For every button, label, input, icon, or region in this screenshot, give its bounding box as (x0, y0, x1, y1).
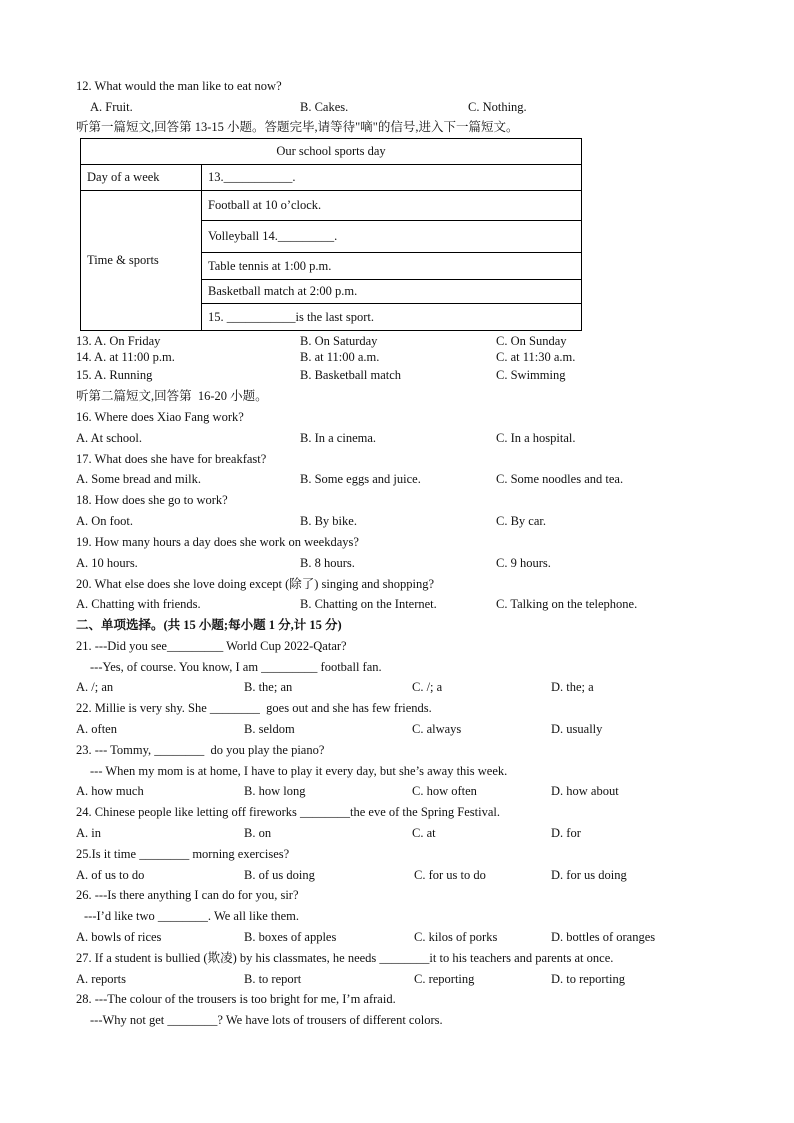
q18-option-b: B. By bike. (300, 514, 357, 528)
sport-item-football: Football at 10 o’clock. (202, 191, 582, 221)
q28-stem: 28. ---The colour of the trousers is too bright for me, I’m afraid. (76, 992, 396, 1006)
q23-stem: 23. --- Tommy, ________ do you play the piano? (76, 743, 325, 757)
q20-option-c: C. Talking on the telephone. (496, 597, 638, 611)
q27-option-a: A. reports (76, 972, 126, 986)
q19-stem: 19. How many hours a day does she work on weekdays? (76, 535, 359, 549)
sport-item-basketball: Basketball match at 2:00 p.m. (202, 280, 582, 304)
q14-option-b: B. at 11:00 a.m. (300, 350, 380, 364)
q26-option-a: A. bowls of rices (76, 930, 162, 944)
sports-day-table (80, 138, 582, 331)
q16-option-b: B. In a cinema. (300, 431, 377, 445)
q12-option-b: B. Cakes. (300, 100, 349, 114)
q22-option-c: C. always (412, 722, 462, 736)
q24-option-b: B. on (244, 826, 272, 840)
table-title: Our school sports day (81, 139, 582, 165)
q18-option-c: C. By car. (496, 514, 546, 528)
q23-stem-reply: --- When my mom is at home, I have to play it every day, but she’s away this week. (90, 764, 508, 778)
section2-heading: 二、单项选择。(共 15 小题;每小题 1 分,计 15 分) (76, 618, 342, 632)
q17-option-b: B. Some eggs and juice. (300, 472, 421, 486)
q27-stem: 27. If a student is bullied (欺凌) by his classmates, he needs ________it to his teachers and parents at once. (76, 951, 614, 965)
q13-option-c: C. On Sunday (496, 334, 567, 348)
q23-option-d: D. how about (551, 784, 619, 798)
q13-option-b: B. On Saturday (300, 334, 378, 348)
q15-option-c: C. Swimming (496, 368, 566, 382)
q14-option-a: 14. A. at 11:00 p.m. (76, 350, 175, 364)
q22-stem: 22. Millie is very shy. She ________ goes out and she has few friends. (76, 701, 432, 715)
q22-option-d: D. usually (551, 722, 603, 736)
q23-option-b: B. how long (244, 784, 306, 798)
q25-stem: 25.Is it time ________ morning exercises? (76, 847, 290, 861)
q25-option-b: B. of us doing (244, 868, 315, 882)
q23-option-a: A. how much (76, 784, 144, 798)
q15-option-a: 15. A. Running (76, 368, 153, 382)
q22-option-b: B. seldom (244, 722, 295, 736)
q17-option-a: A. Some bread and milk. (76, 472, 201, 486)
q25-option-c: C. for us to do (414, 868, 486, 882)
q23-option-c: C. how often (412, 784, 477, 798)
q16-stem: 16. Where does Xiao Fang work? (76, 410, 244, 424)
q21-option-c: C. /; a (412, 680, 443, 694)
q13-option-a: 13. A. On Friday (76, 334, 161, 348)
section-long2-instruction: 听第二篇短文,回答第 16-20 小题。 (76, 389, 268, 403)
time-sports-label: Time & sports (81, 191, 202, 331)
q24-option-c: C. at (412, 826, 436, 840)
q26-option-c: C. kilos of porks (414, 930, 498, 944)
q24-stem: 24. Chinese people like letting off fireworks ________the eve of the Spring Festival. (76, 805, 500, 819)
q20-stem: 20. What else does she love doing except (除了) singing and shopping? (76, 577, 435, 591)
q27-option-b: B. to report (244, 972, 302, 986)
q19-option-c: C. 9 hours. (496, 556, 551, 570)
q14-option-c: C. at 11:30 a.m. (496, 350, 576, 364)
sport-item-volleyball: Volleyball 14._________. (202, 221, 582, 253)
section-long1-instruction: 听第一篇短文,回答第 13-15 小题。答题完毕,请等待"嘀"的信号,进入下一篇短文。 (76, 120, 519, 134)
q17-option-c: C. Some noodles and tea. (496, 472, 624, 486)
q26-stem: 26. ---Is there anything I can do for you, sir? (76, 888, 299, 902)
q12-option-c: C. Nothing. (468, 100, 527, 114)
q21-option-b: B. the; an (244, 680, 293, 694)
day-label: Day of a week (81, 165, 202, 191)
q12-stem: 12. What would the man like to eat now? (76, 79, 282, 93)
sport-item-table-tennis: Table tennis at 1:00 p.m. (202, 253, 582, 280)
q16-option-a: A. At school. (76, 431, 142, 445)
q26-option-b: B. boxes of apples (244, 930, 337, 944)
q26-stem-reply: ---I’d like two ________. We all like them. (84, 909, 300, 923)
q12-option-a: A. Fruit. (90, 100, 133, 114)
q19-option-b: B. 8 hours. (300, 556, 355, 570)
q21-option-d: D. the; a (551, 680, 594, 694)
q25-option-d: D. for us doing (551, 868, 627, 882)
q17-stem: 17. What does she have for breakfast? (76, 452, 267, 466)
q21-stem: 21. ---Did you see_________ World Cup 2022-Qatar? (76, 639, 347, 653)
q19-option-a: A. 10 hours. (76, 556, 138, 570)
q28-stem-reply: ---Why not get ________? We have lots of trousers of different colors. (90, 1013, 443, 1027)
sport-item-last: 15. ___________is the last sport. (202, 304, 582, 331)
q22-option-a: A. often (76, 722, 117, 736)
q21-option-a: A. /; an (76, 680, 114, 694)
q24-option-a: A. in (76, 826, 101, 840)
q27-option-c: C. reporting (414, 972, 475, 986)
q18-stem: 18. How does she go to work? (76, 493, 228, 507)
q26-option-d: D. bottles of oranges (551, 930, 656, 944)
q21-stem-reply: ---Yes, of course. You know, I am _________ football fan. (90, 660, 382, 674)
q15-option-b: B. Basketball match (300, 368, 402, 382)
q18-option-a: A. On foot. (76, 514, 133, 528)
q20-option-b: B. Chatting on the Internet. (300, 597, 437, 611)
q25-option-a: A. of us to do (76, 868, 145, 882)
q27-option-d: D. to reporting (551, 972, 625, 986)
q20-option-a: A. Chatting with friends. (76, 597, 201, 611)
q24-option-d: D. for (551, 826, 581, 840)
day-value: 13.___________. (202, 165, 582, 191)
q16-option-c: C. In a hospital. (496, 431, 576, 445)
